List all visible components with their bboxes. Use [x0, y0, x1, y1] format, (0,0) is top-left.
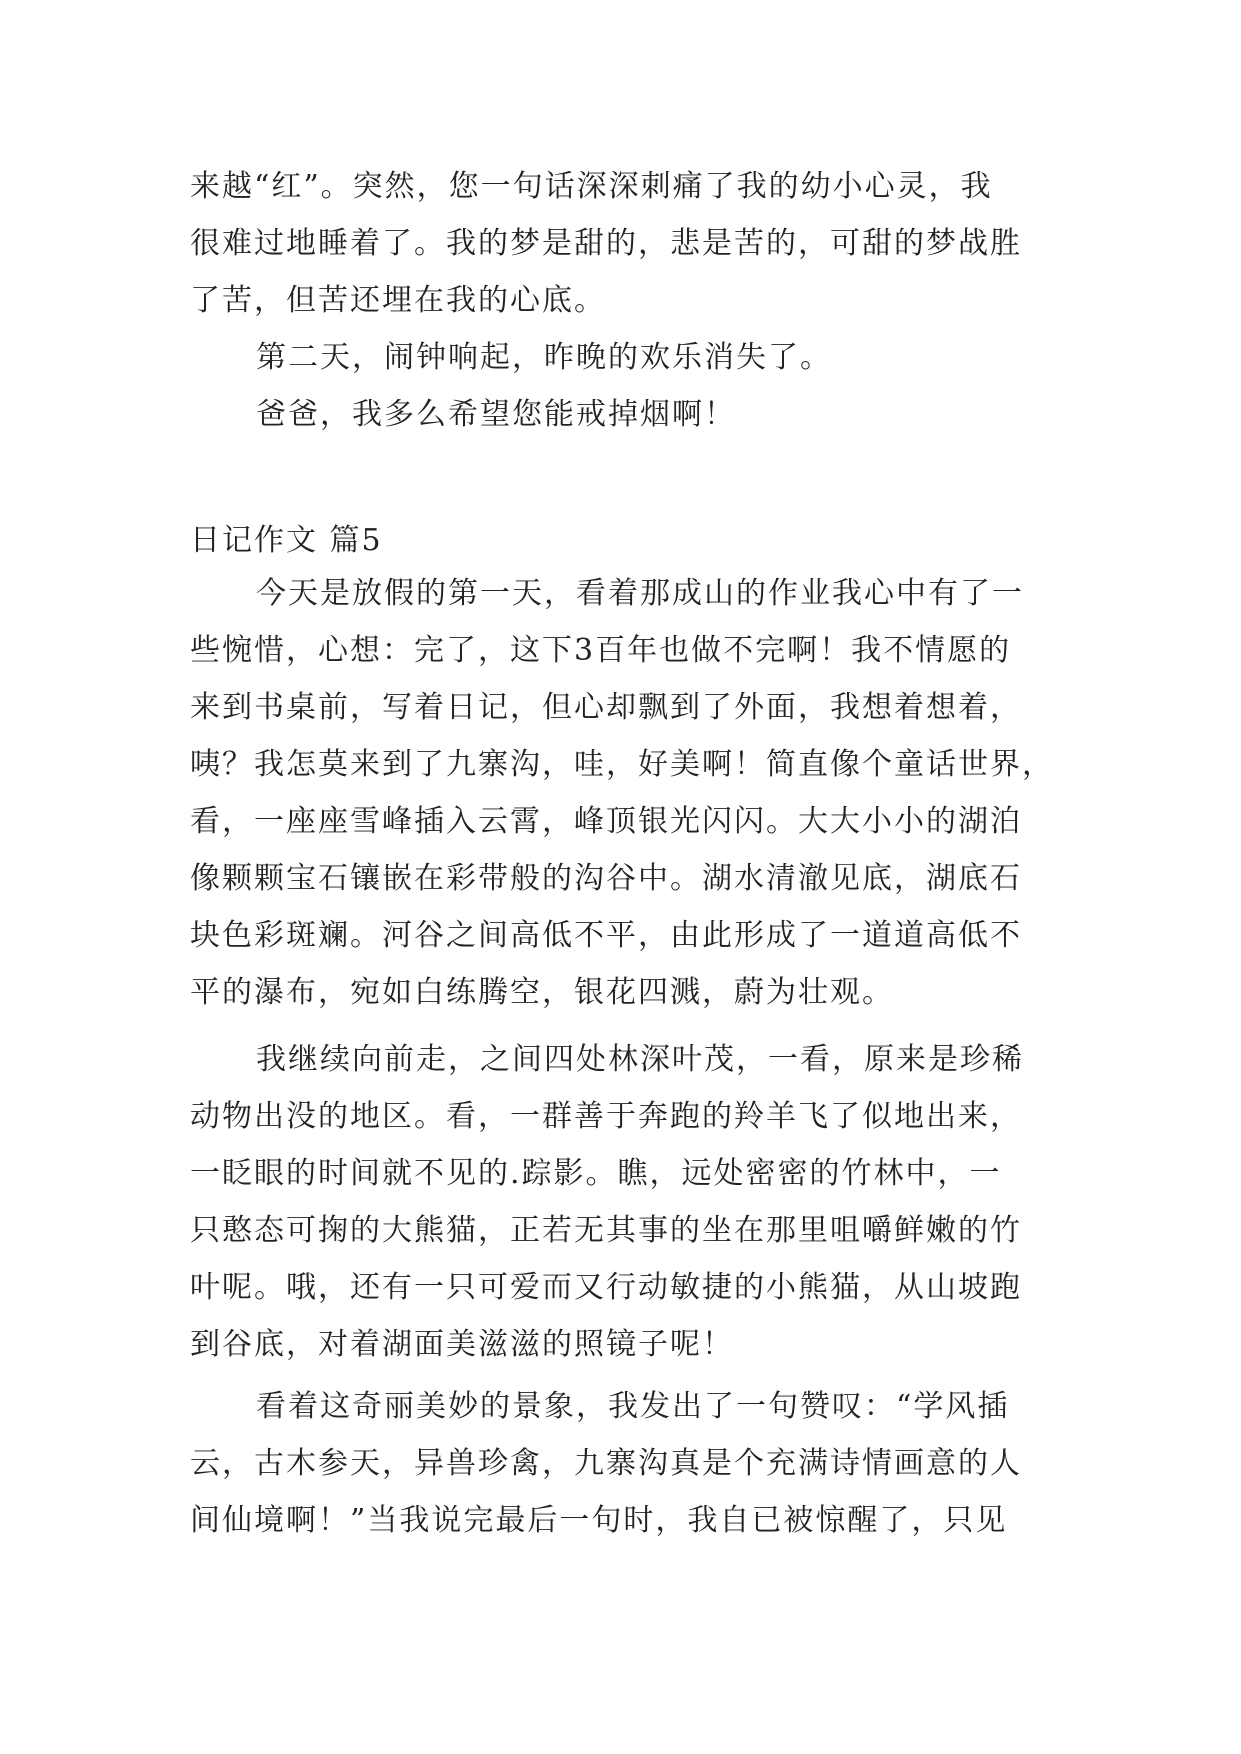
- paragraph-line: 动物出没的地区。看，一群善于奔跑的羚羊飞了似地出来，: [190, 1099, 1022, 1134]
- paragraph-line: 些惋惜，心想：完了，这下3百年也做不完啊！我不情愿的: [190, 633, 1012, 668]
- paragraph-line: 叶呢。哦，还有一只可爱而又行动敏捷的小熊猫，从山坡跑: [190, 1270, 1022, 1305]
- paragraph-line: 只憨态可掬的大熊猫，正若无其事的坐在那里咀嚼鲜嫩的竹: [190, 1213, 1022, 1248]
- paragraph-line: 看，一座座雪峰插入云霄，峰顶银光闪闪。大大小小的湖泊: [190, 804, 1022, 839]
- paragraph-line: 我继续向前走，之间四处林深叶茂，一看，原来是珍稀: [256, 1042, 1024, 1077]
- paragraph-line: 了苦，但苦还埋在我的心底。: [190, 283, 606, 318]
- section-heading-block: [190, 512, 1050, 569]
- paragraph-line: 咦？我怎莫来到了九寨沟，哇，好美啊！简直像个童话世界，: [190, 747, 1054, 782]
- paragraph-line: 看着这奇丽美妙的景象，我发出了一句赞叹：“学风插: [256, 1389, 1010, 1424]
- paragraph-line: 一眨眼的时间就不见的.踪影。瞧，远处密密的竹林中，一: [190, 1156, 1002, 1191]
- paragraph-line: 爸爸，我多么希望您能戒掉烟啊！: [256, 397, 736, 432]
- paragraph-line: 今天是放假的第一天，看着那成山的作业我心中有了一: [256, 576, 1024, 611]
- paragraph-line: 像颗颗宝石镶嵌在彩带般的沟谷中。湖水清澈见底，湖底石: [190, 861, 1022, 896]
- section-heading: 日记作文 篇5: [190, 523, 383, 558]
- paragraph-line: 来到书桌前，写着日记，但心却飘到了外面，我想着想着，: [190, 690, 1022, 725]
- section-paragraph-2: [190, 1031, 1050, 1373]
- paragraph-line: 间仙境啊！”当我说完最后一句时，我自已被惊醒了，只见: [190, 1503, 1008, 1538]
- paragraph-line: 云，古木参天，异兽珍禽，九寨沟真是个充满诗情画意的人: [190, 1446, 1022, 1481]
- paragraph-line: 第二天，闹钟响起，昨晚的欢乐消失了。: [256, 340, 832, 375]
- paragraph-line: 来越“红”。突然，您一句话深深刺痛了我的幼小心灵，我: [190, 169, 993, 204]
- top-paragraphs: [190, 158, 1050, 443]
- section-paragraph-3: [190, 1378, 1050, 1549]
- paragraph-line: 很难过地睡着了。我的梦是甜的，悲是苦的，可甜的梦战胜: [190, 226, 1022, 261]
- paragraph-line: 块色彩斑斓。河谷之间高低不平，由此形成了一道道高低不: [190, 918, 1022, 953]
- paragraph-line: 平的瀑布，宛如白练腾空，银花四溅，蔚为壮观。: [190, 975, 894, 1010]
- paragraph-line: 到谷底，对着湖面美滋滋的照镜子呢！: [190, 1327, 734, 1362]
- section-paragraph-1: [190, 565, 1054, 1021]
